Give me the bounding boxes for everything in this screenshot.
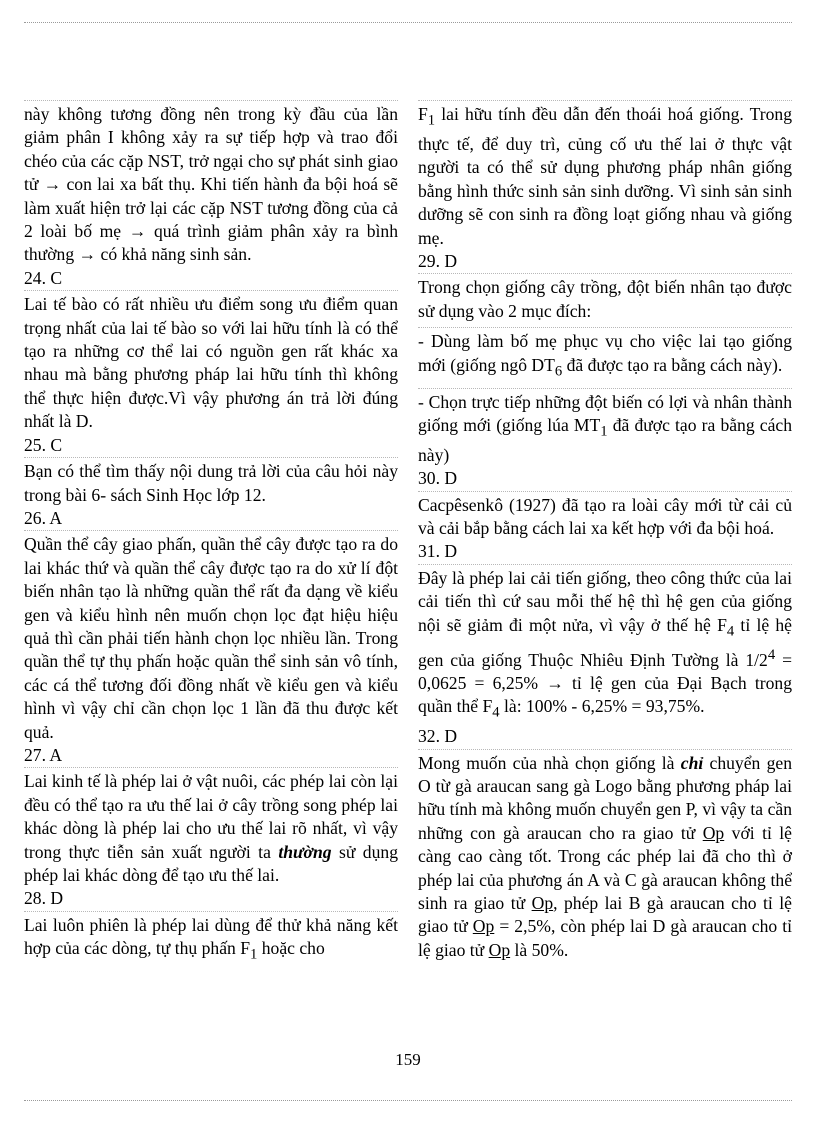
text-span: = 2,5%, còn phép lai D gà araucan cho tỉ lệ giao tử [418, 916, 792, 960]
paragraph-29-item-2 [418, 388, 792, 468]
text-span: với tỉ lệ càng cao càng tốt. Trong các phép lai đã cho thì ở phép lai của phương án A và C gà araucan không thể sinh ra giao tử [418, 822, 792, 914]
text-span: Đây là phép lai cải tiến giống, theo công thức của lai cải tiến thì cứ sau mỗi thế hệ thì hệ gen của giống nội sẽ giảm đi một nửa, vì vậy ở thế hệ F [418, 567, 792, 635]
right-column [418, 100, 792, 962]
text-span: sử dụng phép lai khác dòng để tạo ưu thế lai. [24, 841, 398, 885]
text-span: là 50%. [510, 939, 569, 960]
answer-32: 32. D [418, 726, 458, 747]
emphasis-text: thường [278, 841, 332, 862]
subscript: 4 [492, 704, 500, 721]
answer-25: 25. C [24, 434, 63, 455]
left-column [24, 100, 398, 967]
underlined-gamete: Op [472, 916, 495, 937]
underlined-gamete: Op [531, 893, 554, 914]
text-span: - Dùng làm bố mẹ phục vụ cho việc lai tạo giống mới (giống ngô DT [418, 331, 792, 375]
text-span: = 0,0625 = 6,25% → tỉ lệ gen của Đại Bạch trong quần thể F [418, 649, 792, 717]
answer-26: 26. A [24, 507, 63, 528]
paragraph-continued: này không tương đồng nên trong kỳ đầu của lần giảm phân I không xảy ra sự tiếp hợp và trao đổi chéo của các cặp NST, trở ngại cho sự phát sinh giao tử → con lai xa bất thụ. Khi tiến hành đa bội hoá sẽ làm xuất hiện trở lại các cặp NST tương đồng của cả 2 loài bố mẹ → quá trình giảm phân xảy ra bình thường → có khả năng sinh sản. [24, 100, 398, 267]
text-span: - Chọn trực tiếp những đột biến có lợi và nhân thành giống mới (giống lúa MT [418, 391, 792, 435]
paragraph-29: Trong chọn giống cây trồng, đột biến nhân tạo được sử dụng vào 2 mục đích: [418, 273, 792, 323]
answer-31: 31. D [418, 541, 458, 562]
paragraph-25: Bạn có thể tìm thấy nội dung trả lời của câu hỏi này trong bài 6- sách Sinh Học lớp 12. [24, 457, 398, 507]
underlined-gamete: Op [488, 939, 511, 960]
text-span: lai hữu tính đều dẫn đến thoái hoá giống. Trong thực tế, để duy trì, củng cố ưu thế lai ở thực vật người ta có thể sử dụng phương pháp nhân giống bằng hình thức sinh sản sinh dưỡng. Vì sinh sản sinh dưỡng sẽ con sinh ra đồng loạt giống nhau và giống mẹ. [418, 104, 792, 248]
bottom-dotted-rule [24, 1100, 792, 1101]
text-span: , phép lai B gà araucan cho tỉ lệ giao tử [418, 893, 792, 937]
text-span: Lai kinh tế là phép lai ở vật nuôi, các phép lai còn lại đều có thể tạo ra ưu thế lai ở cây trồng song phép lai khác dòng là phép lai cho ưu thế lai rõ nhất, vì vậy trong thực tiễn sản xuất người ta [24, 771, 398, 862]
paragraph-32 [418, 749, 792, 963]
text-span: hoặc cho [257, 938, 325, 959]
text-span: Lai luôn phiên là phép lai dùng để thử khả năng kết hợp của các dòng, tự thụ phấn F [24, 914, 398, 959]
underlined-gamete: Op [702, 822, 725, 843]
answer-24: 24. C [24, 267, 63, 288]
text-span: Mong muốn của nhà chọn giống là [418, 752, 681, 773]
text-span: chuyển gen O từ gà araucan sang gà Logo bằng phương pháp lai hữu tính mà không muốn chuyển gen P, vì vậy ta cần những con gà araucan cho ra giao tử [418, 752, 792, 843]
text-span: là: 100% - 6,25% = 93,75%. [499, 696, 705, 717]
paragraph-26: Quần thể cây giao phấn, quần thể cây được tạo ra do lai khác thứ và quần thể cây được tạo ra do xử lí đột biến nhân tạo là những quần thể rất đa dạng về kiểu gen và kiểu hình nên muốn chọn lọc đạt hiệu hiệu quả thì cần phải tiến hành chọn lọc nhiều lần. Trong quần thể tự thụ phấn hoặc quần thể sinh sản vô tính, các cá thể tương đối đồng nhất về kiểu gen và kiểu hình vì vậy chỉ cần chọn lọc 1 lần đã thu được kết quả. [24, 530, 398, 744]
subscript: 1 [250, 946, 258, 963]
paragraph-31 [418, 564, 792, 725]
text-span: đã được tạo ra bằng cách này). [562, 354, 783, 375]
text-span: F [418, 104, 428, 124]
paragraph-27 [24, 767, 398, 887]
paragraph-24: Lai tế bào có rất nhiều ưu điểm song ưu điểm quan trọng nhất của lai tế bào so với lai hữu tính là có thể tạo ra những cơ thể lai có nguồn gen rất khác xa nhau mà bằng phương pháp lai hữu tính thì không thể thực hiện được.Vì vậy phương án trả lời đúng nhất là D. [24, 290, 398, 433]
paragraph-28-continued [418, 100, 792, 250]
answer-29: 29. D [418, 250, 458, 271]
text-span: đã được tạo ra bằng cách này) [418, 414, 792, 465]
answer-27: 27. A [24, 744, 63, 765]
page-number: 159 [395, 1050, 421, 1069]
top-dotted-rule [24, 22, 792, 23]
subscript: 6 [554, 363, 563, 380]
paragraph-30: Cacpêsenkô (1927) đã tạo ra loài cây mới từ cải củ và cải bắp bằng cách lai xa kết hợp với đa bội hoá. [418, 491, 792, 541]
subscript: 1 [427, 112, 436, 129]
text-span: tỉ lệ hệ gen của giống Thuộc Nhiêu Định Tường là 1/2 [418, 614, 792, 670]
subscript: 4 [726, 623, 735, 640]
paragraph-28 [24, 911, 398, 967]
superscript: 4 [767, 646, 776, 663]
subscript: 1 [600, 423, 608, 440]
answer-28: 28. D [24, 888, 64, 909]
answer-30: 30. D [418, 468, 458, 489]
emphasis-text: chỉ [680, 752, 704, 773]
paragraph-29-item-1 [418, 327, 792, 383]
